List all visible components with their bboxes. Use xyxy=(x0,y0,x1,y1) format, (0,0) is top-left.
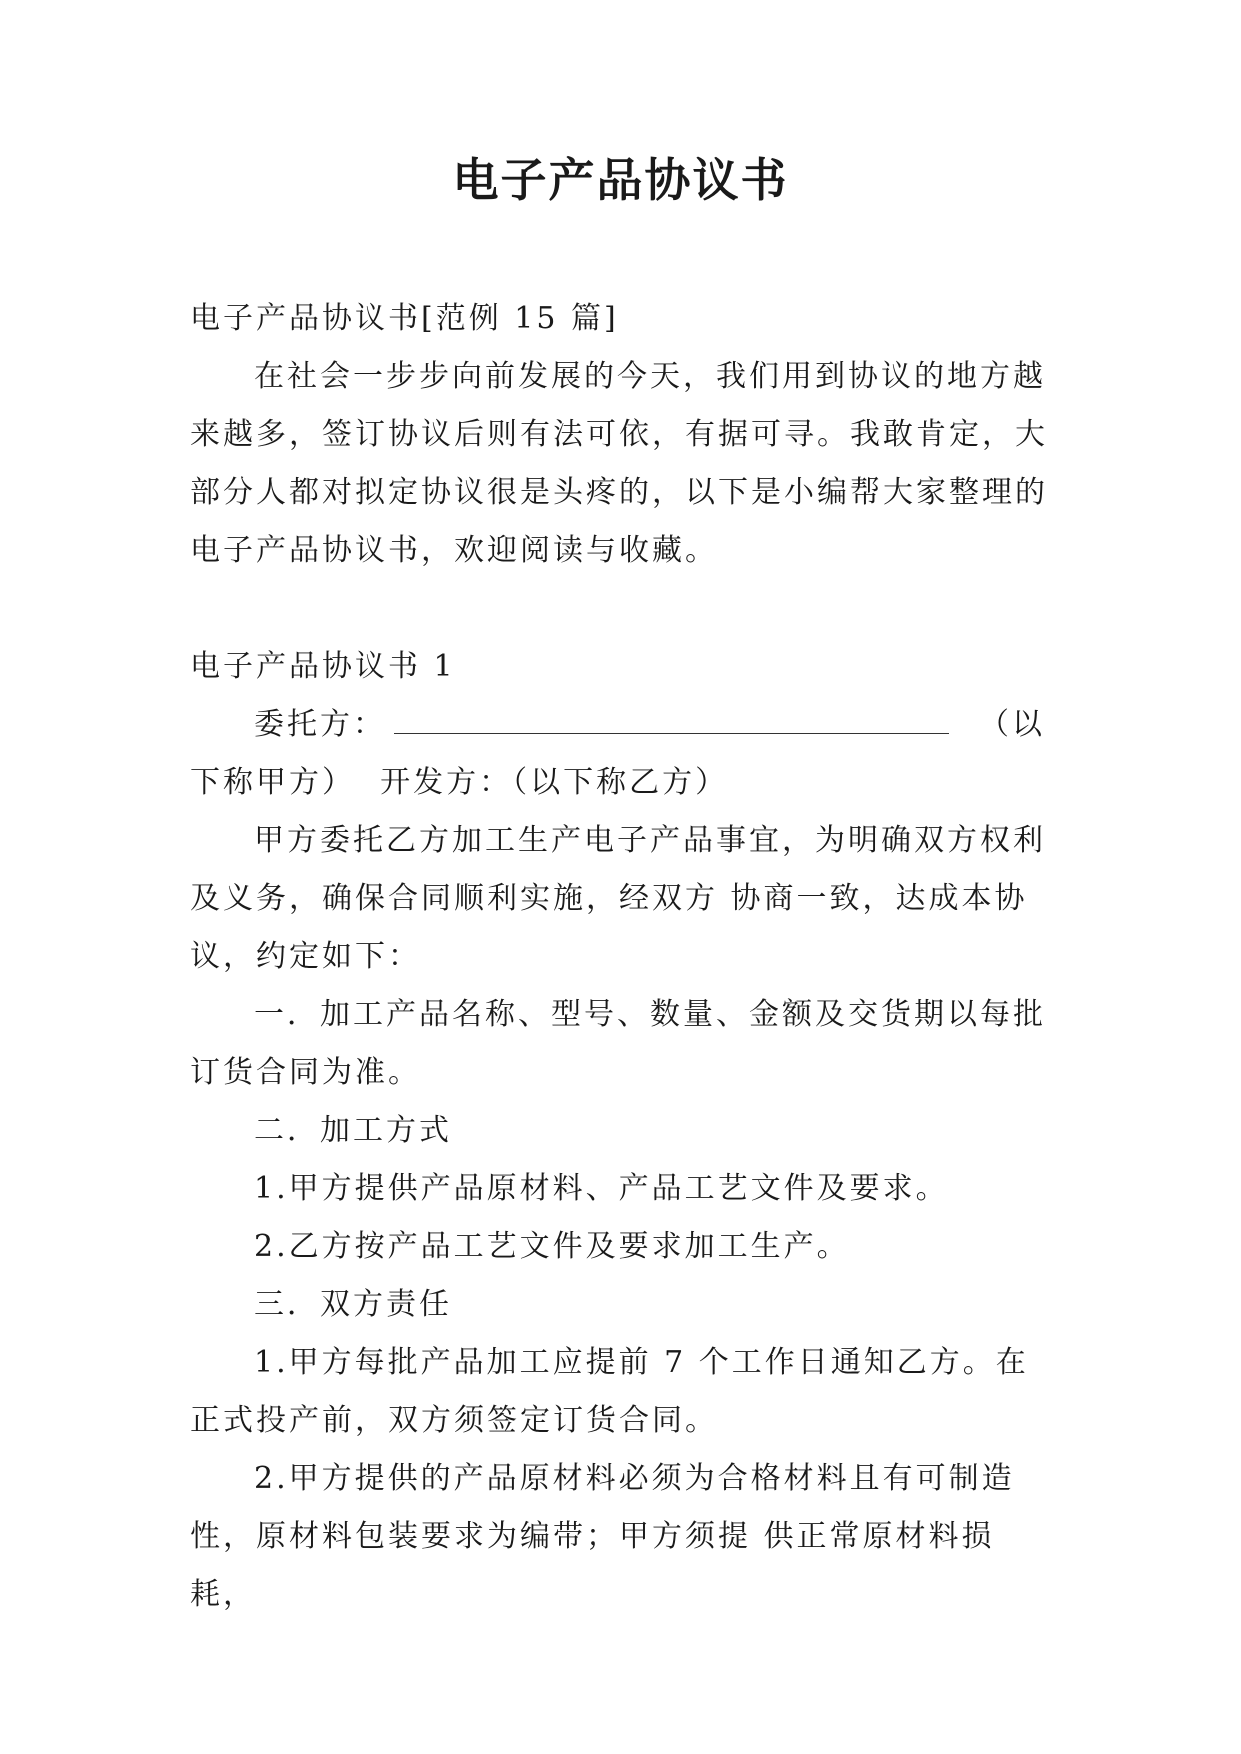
parties-paragraph xyxy=(190,696,1052,812)
agreement-paragraph: 甲方委托乙方加工生产电子产品事宜，为明确双方权利及义务，确保合同顺利实施，经双方 协商一致，达成本协议，约定如下： xyxy=(190,823,1046,974)
client-label: 委托方： xyxy=(254,707,386,742)
clause-three-item-1: 1.甲方每批产品加工应提前 7 个工作日通知乙方。在正式投产前，双方须签定订货合同。 xyxy=(190,1345,1029,1438)
section-heading: 电子产品协议书 1 xyxy=(190,649,456,684)
developer-label: 开发方：（以下称乙方） xyxy=(380,765,729,800)
client-suffix: （以下称甲方） xyxy=(190,707,1045,800)
document-title: 电子产品协议书 xyxy=(452,153,789,207)
clause-two-item-1: 1.甲方提供产品原材料、产品工艺文件及要求。 xyxy=(254,1171,949,1206)
spacer xyxy=(190,580,1052,638)
clause-three-item-2: 2.甲方提供的产品原材料必须为合格材料且有可制造性，原材料包装要求为编带；甲方须提 供正常原材料损耗， xyxy=(190,1461,1015,1612)
clause-three-heading: 三．双方责任 xyxy=(254,1287,452,1322)
client-blank-line xyxy=(394,699,949,734)
clause-two-item-2: 2.乙方按产品工艺文件及要求加工生产。 xyxy=(254,1229,850,1264)
intro-paragraph: 在社会一步步向前发展的今天，我们用到协议的地方越来越多，签订协议后则有法可依，有据可寻。我敢肯定，大部分人都对拟定协议很是头疼的，以下是小编帮大家整理的电子产品协议书，欢迎阅读与收藏。 xyxy=(190,359,1048,568)
document-subtitle: 电子产品协议书[范例 15 篇] xyxy=(190,301,619,336)
clause-one: 一．加工产品名称、型号、数量、金额及交货期以每批订货合同为准。 xyxy=(190,997,1046,1090)
document-body xyxy=(190,290,1052,1624)
clause-two-heading: 二．加工方式 xyxy=(254,1113,452,1148)
